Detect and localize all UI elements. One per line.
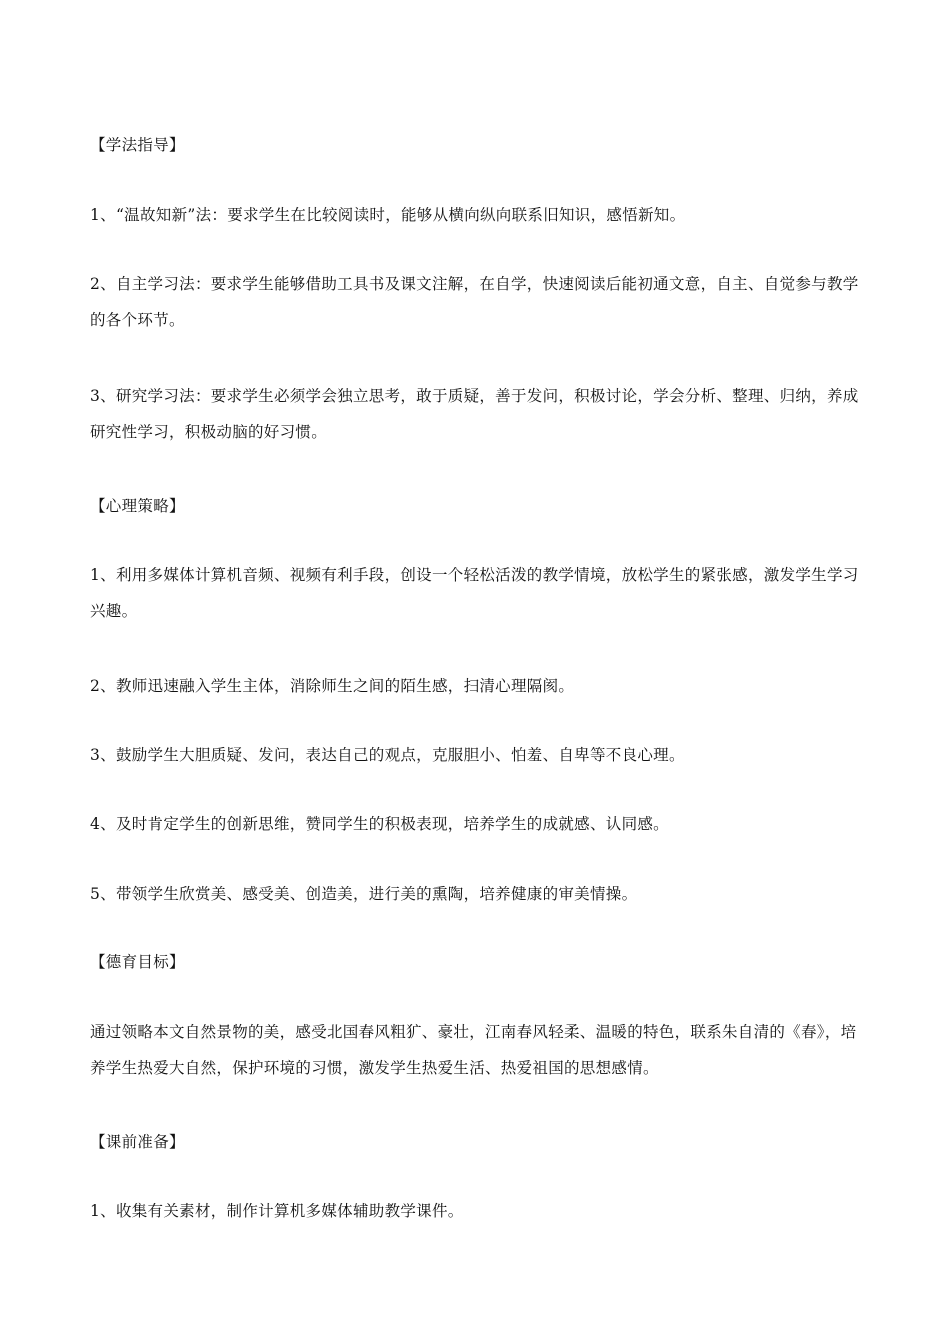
- paragraph-psych-2: 2、教师迅速融入学生主体，消除师生之间的陌生感，扫清心理隔阂。: [90, 677, 575, 695]
- paragraph-psych-1: 1、利用多媒体计算机音频、视频有利手段，创设一个轻松活泼的教学情境，放松学生的紧张感，激发学生学习兴趣。: [90, 566, 859, 620]
- paragraph-moral-1: 通过领略本文自然景物的美，感受北国春风粗犷、豪壮，江南春风轻柔、温暖的特色，联系朱自清的《春》，培养学生热爱大自然，保护环境的习惯，激发学生热爱生活、热爱祖国的思想感情。: [90, 1023, 857, 1077]
- paragraph-study-2: 2、自主学习法：要求学生能够借助工具书及课文注解，在自学，快速阅读后能初通文意，自主、自觉参与教学的各个环节。: [90, 275, 859, 329]
- paragraph-study-1: 1、“温故知新”法：要求学生在比较阅读时，能够从横向纵向联系旧知识，感悟新知。: [90, 206, 686, 224]
- section-heading-preparation: 【课前准备】: [90, 1133, 185, 1151]
- paragraph-study-3: 3、研究学习法：要求学生必须学会独立思考，敢于质疑，善于发问，积极讨论，学会分析、整理、归纳，养成研究性学习，积极动脑的好习惯。: [90, 387, 859, 441]
- paragraph-psych-5: 5、带领学生欣赏美、感受美、创造美，进行美的熏陶，培养健康的审美情操。: [90, 885, 638, 903]
- paragraph-psych-4: 4、及时肯定学生的创新思维，赞同学生的积极表现，培养学生的成就感、认同感。: [90, 815, 669, 833]
- section-heading-psychology: 【心理策略】: [90, 497, 185, 515]
- paragraph-prep-1: 1、收集有关素材，制作计算机多媒体辅助教学课件。: [90, 1202, 464, 1220]
- section-heading-study-methods: 【学法指导】: [90, 136, 185, 154]
- section-heading-moral-goals: 【德育目标】: [90, 953, 185, 971]
- paragraph-psych-3: 3、鼓励学生大胆质疑、发问，表达自己的观点，克服胆小、怕羞、自卑等不良心理。: [90, 746, 685, 764]
